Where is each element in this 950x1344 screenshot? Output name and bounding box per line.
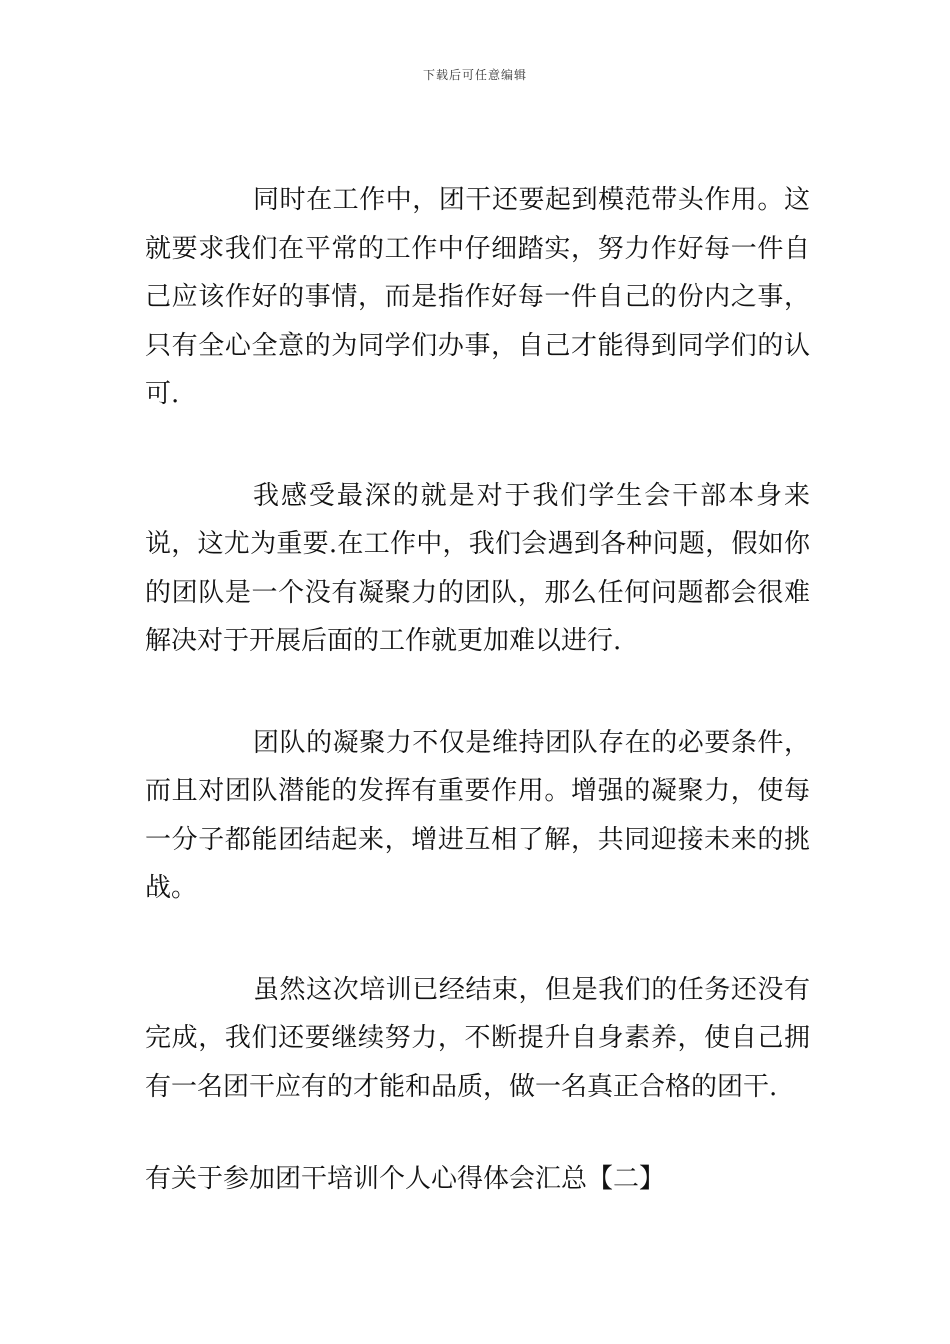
paragraph-3: 团队的凝聚力不仅是维持团队存在的必要条件，而且对团队潜能的发挥有重要作用。增强的凝聚力，使每一分子都能团结起来，增进互相了解，共同迎接未来的挑战。: [145, 727, 810, 903]
paragraph-1: 同时在工作中，团干还要起到模范带头作用。这就要求我们在平常的工作中仔细踏实，努力作好每一件自己应该作好的事情，而是指作好每一件自己的份内之事，只有全心全意的为同学们办事，自己才能得到同学们的认可.: [145, 185, 810, 409]
paragraph-4: 虽然这次培训已经结束，但是我们的任务还没有完成，我们还要继续努力，不断提升自身素养，使自己拥有一名团干应有的才能和品质，做一名真正合格的团干.: [145, 974, 810, 1102]
paragraph-2: 我感受最深的就是对于我们学生会干部本身来说，这尤为重要.在工作中，我们会遇到各种问题，假如你的团队是一个没有凝聚力的团队，那么任何问题都会很难解决对于开展后面的工作就更加难以进行.: [145, 480, 810, 656]
page-header-note: 下载后可任意编辑: [422, 68, 527, 82]
document-body: [145, 176, 810, 1204]
section-heading: 有关于参加团干培训个人心得体会汇总【二】: [145, 1164, 666, 1194]
